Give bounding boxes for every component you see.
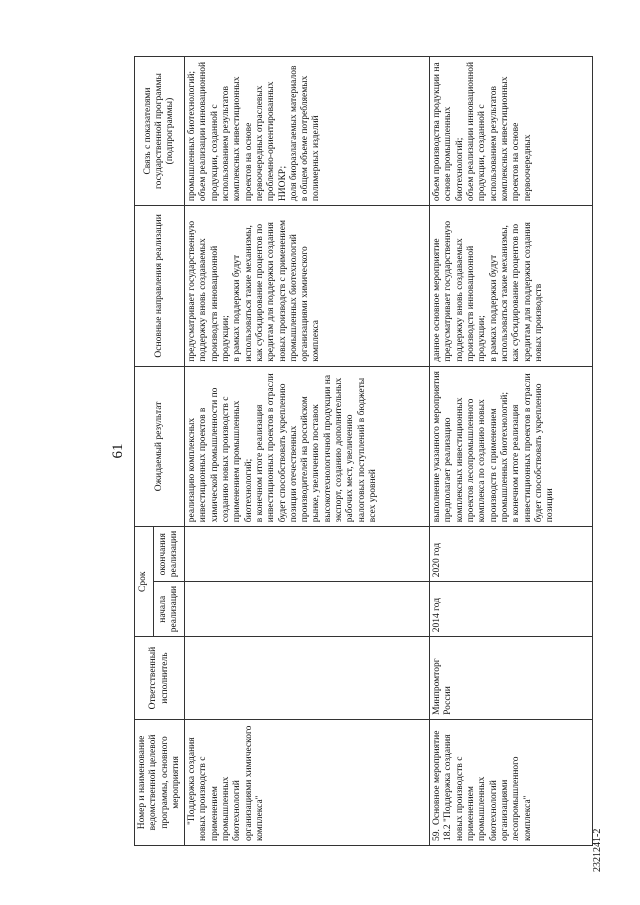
header-directions: Основные направления реализации: [135, 206, 185, 367]
row-end: 2020 год: [430, 527, 593, 582]
document-id: 2321241-2: [592, 828, 603, 872]
row-link: промышленных биотехнологий; объем реализации инновационной продукции, созданной с использованием результатов комплексных инвестиционных проектов на основе первоочередных отраслевых проблемно-ориентированных НИОКР; доля биоразлагаемых материалов в общем объеме потребляемых полимерных изделий: [185, 57, 430, 206]
table-row: [430, 57, 593, 846]
row-result: выполнение указанного мероприятия предполагает реализацию комплексных инвестиционных проектов лесопромышленного комплекса по созданию новых производств с применением промышленных биотехнологий; в конечном итоге реализация инвестиционных проектов в отрасли будет способствовать укреплению позиции: [430, 366, 593, 527]
header-link: Связь с показателями государственной программы (подпрограммы): [135, 57, 185, 206]
row-start: 2014 год: [430, 582, 593, 637]
header-responsible: Ответственный исполнитель: [135, 637, 185, 720]
program-table: [134, 56, 593, 846]
row-result: реализацию комплексных инвестиционных проектов в химической промышленности по созданию новых производств с применением промышленных биотехнологий; в конечном итоге реализация инвестиционных проектов в отрасли будет способствовать укреплению позиции отечественных производителей на российском рынке, увеличению поставок высокотехнологичной продукции на экспорт, созданию дополнительных рабочих мест, увеличению налоговых поступлений в бюджеты всех уровней: [185, 366, 430, 527]
header-term: Срок: [135, 527, 154, 637]
row-name: Основное мероприятие 18.2 "Поддержка создания новых производств с применением промышленных биотехнологий организациями лесопромышленного комплекса": [432, 730, 533, 841]
row-responsible: [185, 637, 430, 720]
row-name: "Поддержка создания новых производств с применением промышленных биотехнологий организациями химического комплекса": [187, 725, 265, 841]
header-term-end: окончания реализации: [153, 527, 185, 582]
row-start: [185, 582, 430, 637]
row-directions: данное основное мероприятие предусматривает государственную поддержку вновь создаваемых производств инновационной продукции; в рамках поддержки будут использоваться такие механизмы, как субсидирование процентов по кредитам для поддержки создания новых производств: [430, 206, 593, 367]
header-row: [135, 57, 154, 846]
table-row: [185, 57, 430, 846]
row-name-cell: [185, 719, 430, 845]
page-number: 61: [110, 443, 126, 459]
header-term-start: начала реализации: [153, 582, 185, 637]
header-expected-result: Ожидаемый результат: [135, 366, 185, 527]
row-link: объем производства продукции на основе промышленных биотехнологий; объем реализации инновационной продукции, созданной с использованием результатов комплексных инвестиционных проектов на основе первоочередных: [430, 57, 593, 206]
row-number: 59.: [432, 829, 443, 841]
header-number-name: Номер и наименование ведомственной целевой программы, основного мероприятия: [135, 719, 185, 845]
row-directions: предусматривает государственную поддержку вновь создаваемых производств инновационной продукции; в рамках поддержки будут использоваться такие механизмы, как субсидирование процентов по кредитам для поддержки создания новых производств с применением промышленных биотехнологий организациями химического комплекса: [185, 206, 430, 367]
row-end: [185, 527, 430, 582]
row-responsible: Минпромторг России: [430, 637, 593, 720]
row-name-cell: [430, 719, 593, 845]
rotated-table-area: [108, 56, 628, 846]
